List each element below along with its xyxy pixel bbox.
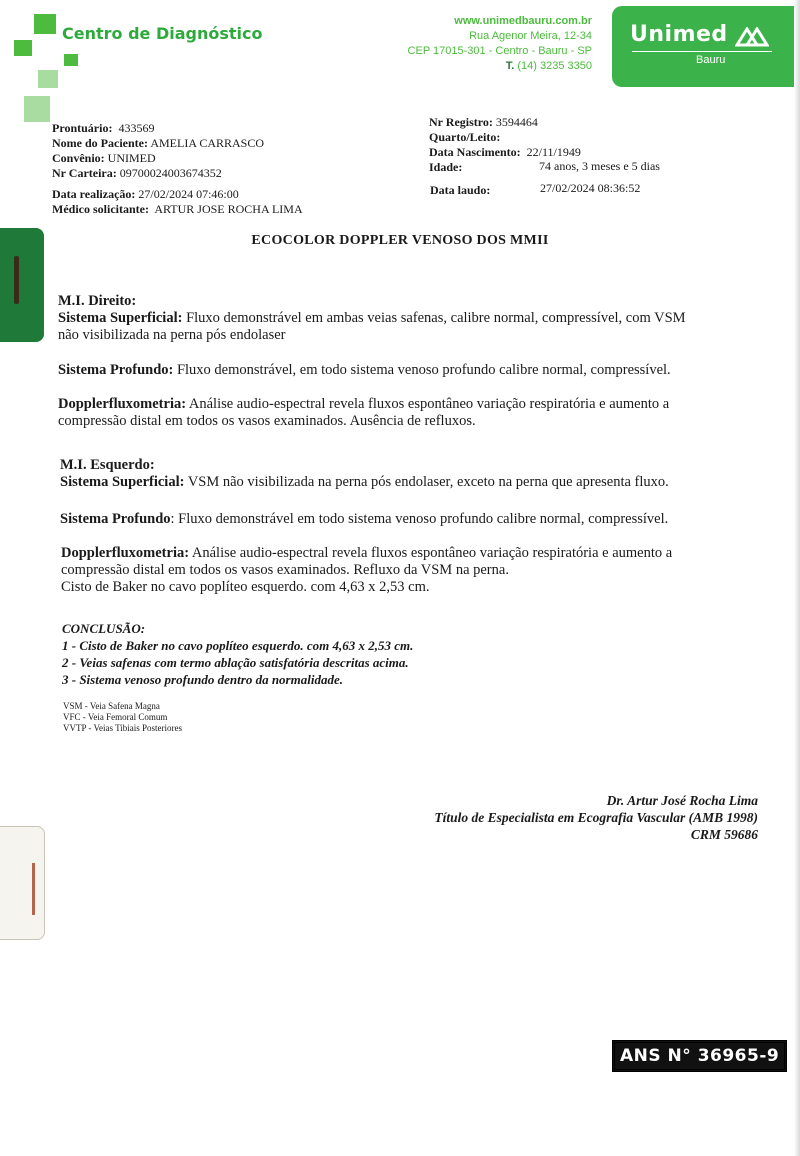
laudo-label	[430, 183, 490, 198]
medico-value: ARTUR JOSE ROCHA LIMA	[154, 202, 303, 216]
website-link[interactable]: www.unimedbauru.com.br	[454, 15, 592, 27]
doctor-name: Dr. Artur José Rocha Lima	[606, 793, 758, 808]
right-superficial-text: Fluxo demonstrável em ambas veias safenas, calibre normal, compressível, com VSM	[182, 310, 686, 326]
right-profundo-label: Sistema Profundo:	[58, 362, 174, 378]
patient-name-label: Nome do Paciente:	[52, 136, 148, 150]
glossary	[63, 701, 182, 734]
phone-number: (14) 3235 3350	[517, 60, 592, 72]
glossary-item: VSM - Veia Safena Magna	[63, 701, 160, 711]
carteira-label: Nr Carteira:	[52, 166, 117, 180]
left-doppler-line	[61, 545, 781, 562]
right-leg-heading	[58, 293, 768, 310]
report-title: ECOCOLOR DOPPLER VENOSO DOS MMII	[251, 233, 549, 248]
badge-name: Unimed	[630, 22, 728, 47]
left-superficial	[60, 474, 780, 491]
badge-divider	[632, 51, 772, 52]
left-superficial-text: VSM não visibilizada na perna pós endolaser, exceto na perna que apresenta fluxo.	[184, 474, 669, 490]
carteira-value: 09700024003674352	[119, 166, 222, 180]
conclusion-item: 2 - Veias safenas com termo ablação satisfatória descritas acima.	[62, 655, 409, 670]
left-superficial-label: Sistema Superficial:	[60, 474, 185, 490]
left-profundo-label: Sistema Profundo	[60, 511, 171, 527]
left-leg-section	[60, 457, 780, 491]
badge-city: Bauru	[696, 54, 726, 66]
logo-square	[14, 40, 32, 56]
left-heading-text: M.I. Esquerdo:	[60, 457, 155, 473]
contact-block	[408, 14, 592, 74]
nascimento-label: Data Nascimento:	[429, 145, 521, 159]
logo-square	[64, 54, 78, 66]
logo-square	[24, 96, 50, 122]
patient-info-right	[429, 115, 581, 160]
glossary-item: VFC - Veia Femoral Comum	[63, 712, 168, 722]
brand-name: Centro de Diagnóstico	[62, 24, 263, 43]
address-line: Rua Agenor Meira, 12-34	[469, 30, 592, 42]
binder-tab-white	[0, 826, 45, 940]
right-superficial	[58, 310, 768, 327]
phone-prefix: T.	[505, 60, 515, 72]
quarto-label: Quarto/Leito:	[429, 130, 501, 144]
doctor-title: Título de Especialista em Ecografia Vascular (AMB 1998)	[434, 810, 758, 825]
exam-info-left	[52, 187, 303, 217]
conclusion-item: 1 - Cisto de Baker no cavo poplíteo esquerdo. com 4,63 x 2,53 cm.	[62, 638, 414, 653]
left-doppler-label: Dopplerfluxometria:	[61, 545, 190, 561]
patient-info-left	[52, 121, 264, 181]
registro-row	[429, 115, 581, 130]
address-line: CEP 17015-301 - Centro - Bauru - SP	[407, 45, 592, 57]
nascimento-value: 22/11/1949	[526, 145, 581, 159]
conclusion-section	[62, 620, 662, 688]
idade-value: 74 anos, 3 meses e 5 dias	[539, 159, 660, 173]
logo-square	[38, 70, 58, 88]
phone-line	[408, 59, 592, 74]
prontuario-row	[52, 121, 264, 136]
binder-tab-green	[0, 228, 44, 342]
convenio-value: UNIMED	[107, 151, 156, 165]
patient-name-row	[52, 136, 264, 151]
nascimento-row	[429, 145, 581, 160]
logo-square	[34, 14, 56, 34]
right-doppler	[58, 396, 778, 430]
right-doppler-text: Análise audio-espectral revela fluxos espontâneo variação respiratória e aumento a	[186, 396, 670, 412]
right-superficial-cont: não visibilizada na perna pós endolaser	[58, 327, 286, 343]
quarto-row	[429, 130, 581, 145]
left-doppler	[61, 545, 781, 596]
right-profundo	[58, 362, 778, 379]
left-profundo-text: : Fluxo demonstrável em todo sistema venoso profundo calibre normal, compressível.	[170, 511, 669, 527]
prontuario-label: Prontuário:	[52, 121, 113, 135]
right-doppler-cont: compressão distal em todos os vasos examinados. Ausência de refluxos.	[58, 413, 476, 429]
idade-label	[429, 160, 462, 175]
left-leg-heading	[60, 457, 780, 474]
doctor-crm: CRM 59686	[690, 827, 758, 842]
right-profundo-text: Fluxo demonstrável, em todo sistema venoso profundo calibre normal, compressível.	[173, 362, 671, 378]
registro-label: Nr Registro:	[429, 115, 493, 129]
left-profundo	[60, 511, 780, 528]
prontuario-value: 433569	[118, 121, 155, 135]
right-leg-section	[58, 293, 768, 344]
registro-value: 3594464	[495, 115, 538, 129]
right-superficial-label: Sistema Superficial:	[58, 310, 183, 326]
binder-slot	[32, 863, 35, 915]
binder-slot	[14, 256, 19, 304]
idade-label-text: Idade:	[429, 160, 463, 174]
data-realizacao-label: Data realização:	[52, 187, 136, 201]
convenio-label: Convênio:	[52, 151, 105, 165]
signature-block	[434, 792, 758, 843]
left-doppler-text: Análise audio-espectral revela fluxos espontâneo variação respiratória e aumento a	[189, 545, 673, 561]
laudo-value: 27/02/2024 08:36:52	[540, 181, 641, 195]
medico-label: Médico solicitante:	[52, 202, 149, 216]
data-realizacao-value: 27/02/2024 07:46:00	[138, 187, 239, 201]
ans-stamp: ANS N° 36965-9	[612, 1040, 787, 1072]
carteira-row	[52, 166, 264, 181]
glossary-item: VVTP - Veias Tibiais Posteriores	[63, 723, 183, 733]
unimed-tree-icon	[735, 27, 769, 47]
right-doppler-label: Dopplerfluxometria:	[58, 396, 187, 412]
medico-row	[52, 202, 303, 217]
convenio-row	[52, 151, 264, 166]
right-doppler-line	[58, 396, 778, 413]
right-heading-text: M.I. Direito:	[58, 293, 137, 309]
left-doppler-cont: compressão distal em todos os vasos examinados. Refluxo da VSM na perna.	[61, 562, 509, 578]
conclusion-item: 3 - Sistema venoso profundo dentro da normalidade.	[62, 672, 343, 687]
left-extra-finding: Cisto de Baker no cavo poplíteo esquerdo. com 4,63 x 2,53 cm.	[61, 579, 430, 595]
page-edge-shadow	[794, 0, 800, 1156]
conclusion-title: CONCLUSÃO:	[62, 621, 146, 636]
laudo-label-text: Data laudo:	[430, 183, 491, 197]
patient-name-value: AMELIA CARRASCO	[150, 136, 265, 150]
data-realizacao-row	[52, 187, 303, 202]
